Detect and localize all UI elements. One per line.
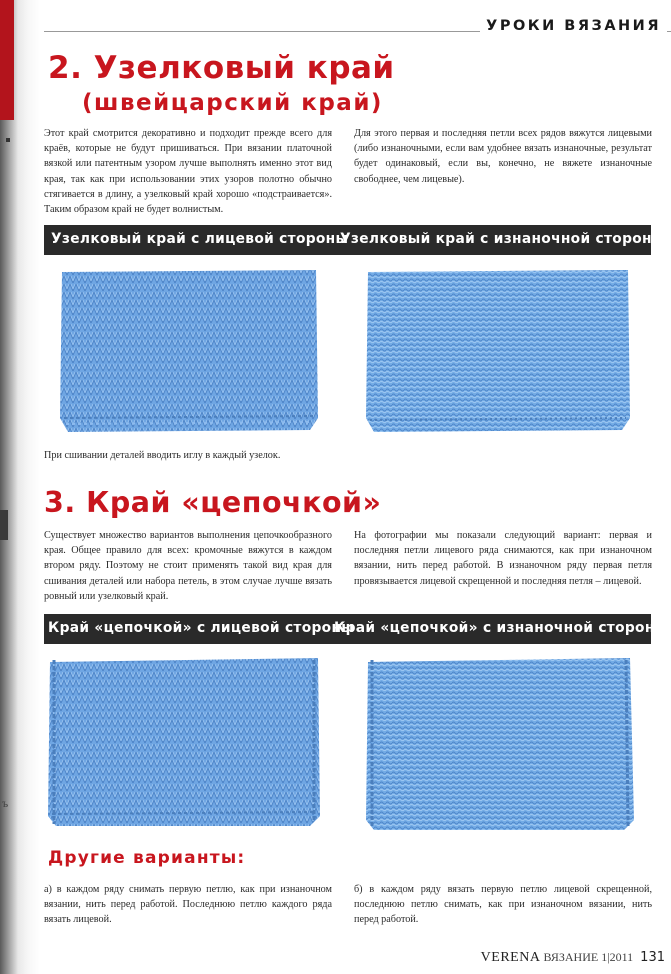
section3-title: 3. Край «цепочкой» [44, 486, 382, 519]
section3-band-right: Край «цепочкой» с изнаночной стороны [334, 620, 668, 636]
knit-photo-nodular-front [58, 268, 320, 434]
section2-photo-band [44, 225, 665, 255]
other-variants-title: Другие варианты: [48, 848, 246, 868]
section2-left-text: Этот край смотрится декоративно и подходит прежде всего для краёв, которые не будут пришиваться. При вязании платочной вязкой или патентным узором лучше выполнять именно этот вид края, так как при использовании этих узоров полотно обычно стягивается в длину, а узелковый край хорошо «подстраивается». Таким образом край не будет волнистым. [44, 128, 332, 216]
other-variant-b: б) в каждом ряду вязать первую петлю лицевой скрещенной, последнюю петлю снимать, как при изнаночном вязании, нить перед работой. [354, 884, 652, 926]
section2-band-left: Узелковый край с лицевой стороны [51, 231, 349, 247]
section-label: УРОКИ ВЯЗАНИЯ [480, 18, 667, 34]
section2-subtitle: (швейцарский край) [82, 90, 383, 116]
section3-photo-band [44, 614, 668, 644]
gutter-red-tab [0, 0, 14, 120]
footer-brand: VERENA [480, 950, 541, 965]
section3-right-text: На фотографии мы показали следующий вариант: первая и последняя петли лицевого ряда снимаются, как при изнаночном вязании, нить перед работой. В изнаночном ряду первая петля провязывается лицевой скрещенной и последняя петля – лицевой. [354, 530, 652, 587]
section2-caption: При сшивании деталей вводить иглу в каждый узелок. [44, 450, 281, 461]
section2-band-right: Узелковый край с изнаночной стороны [340, 231, 665, 247]
footer-issue: ВЯЗАНИЕ 1|2011 [543, 950, 634, 964]
page-footer [481, 950, 665, 966]
page-number: 131 [640, 950, 665, 965]
knit-photo-nodular-back [362, 268, 634, 434]
section2-right-text: Для этого первая и последняя петли всех рядов вяжутся лицевыми (либо изнаночными, если вам удобнее вязать изнаночные, результат будет одинаковый, если вы, конечно, не вяжете изнаночные свободнее, чем лицевые). [354, 128, 652, 185]
knit-photo-chain-front [46, 656, 322, 828]
other-variant-a: а) в каждом ряду снимать первую петлю, как при изнаночном вязании, нить перед работой. Последнюю петлю каждого ряда вязать лицевой. [44, 884, 332, 926]
section3-band-left: Край «цепочкой» с лицевой стороны [48, 620, 355, 636]
section2-title: 2. Узелковый край [48, 50, 395, 86]
section3-left-text: Существует множество вариантов выполнения цепочкообразного края. Общее правило для всех: кромочные вяжутся в каждом втором ряду. Поэтому не стоит применять такой вид края для сшивания деталей или набора петель, в этом случае лучше вязать ровный или узелковый край. [44, 530, 332, 602]
knit-photo-chain-back [362, 656, 636, 832]
binding-gutter: ъ [0, 0, 40, 974]
